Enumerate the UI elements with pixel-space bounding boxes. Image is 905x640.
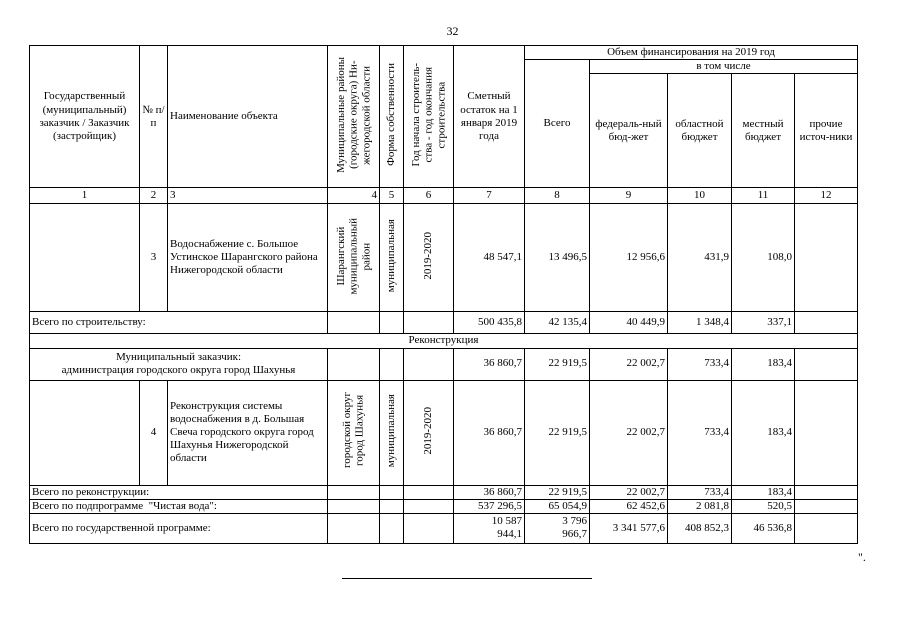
- construction-total-row: [30, 312, 858, 334]
- header-ownership-text: Форма собственности: [385, 63, 398, 167]
- obj4-district: [328, 380, 380, 485]
- obj4-federal: 22 002,7: [590, 380, 668, 485]
- page-number: 32: [446, 24, 459, 38]
- customer-label: [30, 348, 328, 380]
- obj3-years: [404, 204, 454, 312]
- closing-rule: [342, 578, 592, 579]
- program-total-estimate: [454, 513, 525, 543]
- customer-label-line2: администрация городского округа город Шахунья: [61, 364, 296, 377]
- subprogram-total-row: [30, 499, 858, 513]
- program-total-estimate-line1: 10 587: [491, 515, 522, 528]
- header-total: Всего: [525, 60, 590, 188]
- header-years: [404, 46, 454, 188]
- program-total-local: 46 536,8: [732, 513, 795, 543]
- empty-cell: [404, 312, 454, 334]
- empty-cell: [795, 348, 858, 380]
- col-number: 2: [140, 188, 168, 204]
- header-federal: федераль-ный бюд-жет: [590, 74, 668, 188]
- empty-cell: [328, 312, 380, 334]
- obj4-years-text: 2019-2020: [422, 406, 435, 455]
- customer-regional: 733,4: [668, 348, 732, 380]
- obj4-years: [404, 380, 454, 485]
- program-total-label: Всего по государственной программе:: [30, 513, 328, 543]
- col-number: 3: [168, 188, 328, 204]
- subprogram-total-estimate: 537 296,5: [454, 499, 525, 513]
- obj3-estimate: 48 547,1: [454, 204, 525, 312]
- obj4-customer: [30, 380, 140, 485]
- empty-cell: [404, 499, 454, 513]
- header-districts: [328, 46, 380, 188]
- empty-cell: [404, 348, 454, 380]
- header-years-text: Год начала строитель- ства - год окончания строительства: [409, 62, 447, 167]
- empty-cell: [404, 485, 454, 499]
- col-number: 1: [30, 188, 140, 204]
- customer-estimate: 36 860,7: [454, 348, 525, 380]
- col-number: 9: [590, 188, 668, 204]
- program-total-total-line2: 966,7: [562, 528, 587, 541]
- program-total-regional: 408 852,3: [668, 513, 732, 543]
- customer-federal: 22 002,7: [590, 348, 668, 380]
- obj4-district-text: городской округ город Шахунья: [340, 392, 366, 469]
- empty-cell: [328, 513, 380, 543]
- customer-row: [30, 348, 858, 380]
- col-number: 10: [668, 188, 732, 204]
- closing-quote: ".: [858, 550, 866, 564]
- obj4-ownership-text: муниципальная: [385, 393, 398, 468]
- header-ownership: [380, 46, 404, 188]
- program-total-row: [30, 513, 858, 543]
- obj3-district: [328, 204, 380, 312]
- obj4-regional: 733,4: [668, 380, 732, 485]
- empty-cell: [795, 485, 858, 499]
- table-row: [30, 204, 858, 312]
- empty-cell: [380, 513, 404, 543]
- construction-total-regional: 1 348,4: [668, 312, 732, 334]
- col-number: 8: [525, 188, 590, 204]
- empty-cell: [380, 499, 404, 513]
- header-districts-text: Муниципальные районы (городские округа) Ни- жегородской области: [334, 56, 372, 173]
- construction-total-total: 42 135,4: [525, 312, 590, 334]
- obj4-local: 183,4: [732, 380, 795, 485]
- section-row: [30, 334, 858, 348]
- program-total-total: [525, 513, 590, 543]
- reconstruction-total-local: 183,4: [732, 485, 795, 499]
- col-number: 4: [328, 188, 380, 204]
- obj3-regional: 431,9: [668, 204, 732, 312]
- customer-total: 22 919,5: [525, 348, 590, 380]
- program-total-estimate-line2: 944,1: [497, 528, 522, 541]
- financing-table: [29, 45, 858, 544]
- construction-total-label: Всего по строительству:: [30, 312, 328, 334]
- col-number: 7: [454, 188, 525, 204]
- obj3-years-text: 2019-2020: [422, 231, 435, 280]
- obj3-num: 3: [140, 204, 168, 312]
- empty-cell: [328, 499, 380, 513]
- obj4-total: 22 919,5: [525, 380, 590, 485]
- obj4-estimate: 36 860,7: [454, 380, 525, 485]
- obj4-num: 4: [140, 380, 168, 485]
- obj4-ownership: [380, 380, 404, 485]
- subprogram-total-federal: 62 452,6: [590, 499, 668, 513]
- obj3-ownership: [380, 204, 404, 312]
- empty-cell: [795, 499, 858, 513]
- header-financing: Объем финансирования на 2019 год: [525, 46, 858, 60]
- empty-cell: [795, 513, 858, 543]
- column-numbers-row: [30, 188, 858, 204]
- obj3-local: 108,0: [732, 204, 795, 312]
- obj3-customer: [30, 204, 140, 312]
- program-total-total-line1: 3 796: [562, 515, 587, 528]
- reconstruction-total-federal: 22 002,7: [590, 485, 668, 499]
- col-number: 6: [404, 188, 454, 204]
- header-customer: Государственный (муниципальный) заказчик / Заказчик (застройщик): [30, 46, 140, 188]
- subprogram-total-local: 520,5: [732, 499, 795, 513]
- obj3-other: [795, 204, 858, 312]
- empty-cell: [380, 312, 404, 334]
- empty-cell: [328, 485, 380, 499]
- obj4-name: Реконструкция системы водоснабжения в д. Большая Свеча городского округа город Шахунья Нижегородской области: [168, 380, 328, 485]
- obj3-ownership-text: муниципальная: [385, 219, 398, 293]
- header-other: прочие источ-ники: [795, 74, 858, 188]
- header-regional: областной бюджет: [668, 74, 732, 188]
- col-number: 11: [732, 188, 795, 204]
- obj3-total: 13 496,5: [525, 204, 590, 312]
- reconstruction-total-estimate: 36 860,7: [454, 485, 525, 499]
- reconstruction-total-label: Всего по реконструкции:: [30, 485, 328, 499]
- header-object-name: Наименование объекта: [168, 46, 328, 188]
- customer-local: 183,4: [732, 348, 795, 380]
- construction-total-estimate: 500 435,8: [454, 312, 525, 334]
- subprogram-total-regional: 2 081,8: [668, 499, 732, 513]
- empty-cell: [380, 348, 404, 380]
- construction-total-local: 337,1: [732, 312, 795, 334]
- col-number: 12: [795, 188, 858, 204]
- section-reconstruction: Реконструкция: [30, 334, 858, 348]
- reconstruction-total-total: 22 919,5: [525, 485, 590, 499]
- construction-total-federal: 40 449,9: [590, 312, 668, 334]
- header-local: местный бюджет: [732, 74, 795, 188]
- subprogram-total-label: Всего по подпрограмме "Чистая вода":: [30, 499, 328, 513]
- empty-cell: [795, 380, 858, 485]
- reconstruction-total-row: [30, 485, 858, 499]
- customer-label-line1: Муниципальный заказчик:: [115, 350, 242, 363]
- empty-cell: [795, 312, 858, 334]
- empty-cell: [404, 513, 454, 543]
- empty-cell: [328, 348, 380, 380]
- obj3-district-text: Шарангский муниципальный район: [334, 217, 372, 295]
- program-total-federal: 3 341 577,6: [590, 513, 668, 543]
- obj3-name: Водоснабжение с. Большое Устинское Шарангского района Нижегородской области: [168, 204, 328, 312]
- table-row: [30, 380, 858, 485]
- col-number: 5: [380, 188, 404, 204]
- obj3-federal: 12 956,6: [590, 204, 668, 312]
- reconstruction-total-regional: 733,4: [668, 485, 732, 499]
- header-estimate: Сметный остаток на 1 января 2019 года: [454, 46, 525, 188]
- header-num: № п/п: [140, 46, 168, 188]
- empty-cell: [380, 485, 404, 499]
- header-including: в том числе: [590, 60, 858, 74]
- subprogram-total-total: 65 054,9: [525, 499, 590, 513]
